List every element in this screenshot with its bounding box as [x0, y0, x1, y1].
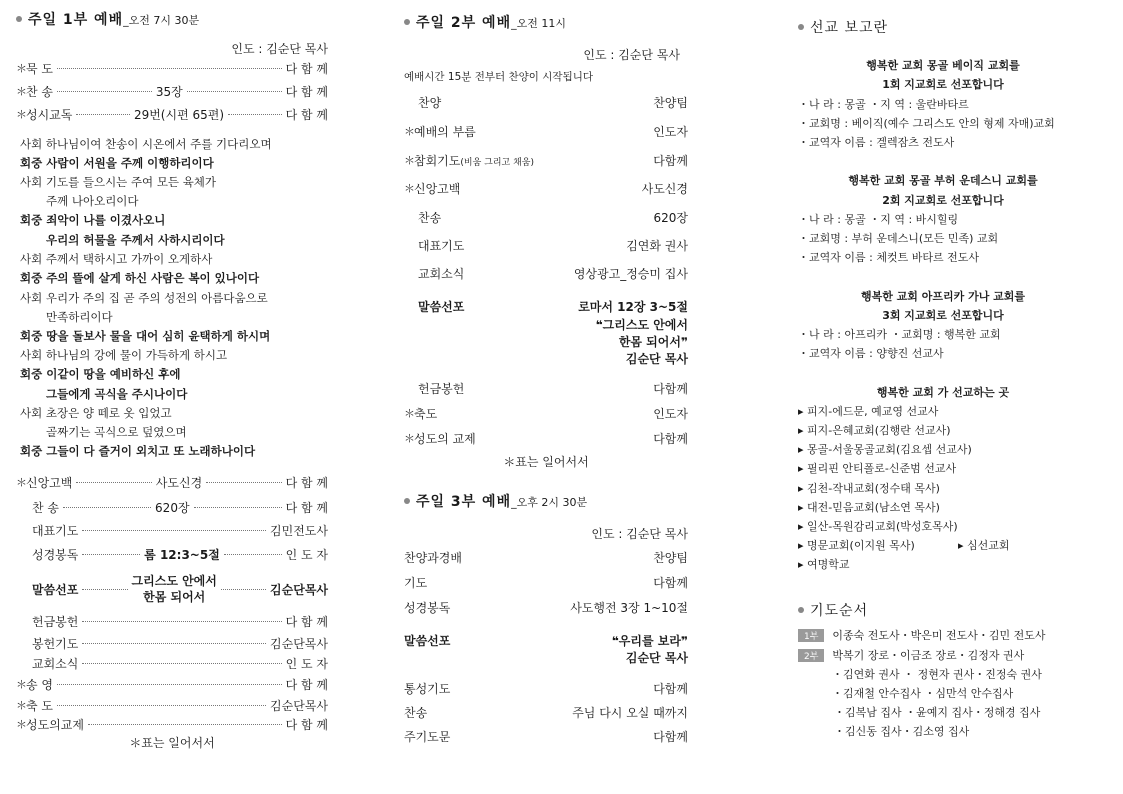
mission-report-title: 행복한 교회 몽골 베이직 교회를 [866, 59, 1020, 72]
mission-report-line: ・나 라 : 몽골 ・지 역 : 바시힐링 [798, 213, 959, 226]
order-label: 축 도 [26, 698, 53, 713]
order-row: ＊ 성시교독 29번(시편 65편) 다 함 께 [16, 107, 328, 122]
responsive-line: 골짜기는 곡식으로 덮였으며 [46, 425, 187, 439]
order-label: 찬 송 [32, 500, 59, 515]
order-row [404, 380, 688, 396]
responsive-line: 회중 주의 뜰에 살게 하신 사람은 복이 있나이다 [20, 271, 260, 285]
sermon-reference: 로마서 12장 3~5절 [578, 299, 688, 314]
mission-report-sub: 2회 지교회로 선포합니다 [882, 194, 1004, 207]
order-label: 말씀선포 [418, 299, 465, 314]
order-row [404, 574, 688, 590]
order-row: ＊ 참회기도(비움 그리고 채움) 다함께 [404, 153, 688, 168]
responsive-line: 우리의 허물을 주께서 사하시리이다 [46, 233, 225, 247]
order-label: 주기도문 [404, 729, 451, 744]
order-row [16, 522, 328, 538]
responsive-line: 회중 죄악이 나를 이겼사오니 [20, 213, 166, 227]
order-row [404, 237, 688, 253]
bullet-icon [16, 16, 22, 22]
service-3-leader: 인도 : 김순단 목사 [591, 527, 688, 541]
sermon-title: ❝그리스도 안에서 [595, 318, 688, 332]
order-row [404, 265, 688, 281]
responsive-line: 사회 우리가 주의 집 곧 주의 성전의 아름다움으로 [20, 291, 268, 305]
mission-report-line: ・교역자 이름 : 양향진 선교사 [798, 347, 944, 360]
order-label: 성경봉독 [404, 600, 451, 615]
order-label: 찬양 [418, 95, 442, 110]
order-label: 송 영 [26, 677, 53, 692]
order-value: 다함께 [653, 729, 688, 744]
service-2-time: _오전 11시 [511, 17, 566, 30]
order-detail: 사도신경 [155, 475, 203, 490]
order-value: 다함께 [653, 381, 688, 396]
order-value: 사도행전 3장 1~10절 [570, 600, 688, 615]
order-label: 대표기도 [32, 523, 79, 538]
sermon-title: 한몸 되어서❞ [618, 335, 688, 349]
order-row [16, 572, 328, 606]
order-value: 주님 다시 오실 때까지 [572, 705, 688, 720]
service-2-leader: 인도 : 김순단 목사 [583, 48, 680, 62]
order-label: 신앙고백 [414, 181, 461, 196]
order-detail: 롬 12:3~5절 [144, 547, 220, 562]
service-1-title: 주일 1부 예배 [28, 12, 124, 28]
order-value: 찬양팀 [653, 95, 688, 110]
mission-report-title: 행복한 교회 몽골 부허 운데스니 교회를 [848, 174, 1038, 187]
standing-note: ＊표는 일어서서 [129, 736, 215, 750]
responsive-line: 회중 사람이 서원을 주께 이행하리이다 [20, 156, 214, 170]
order-value: 인도자 [653, 406, 688, 421]
service-1-header [16, 9, 199, 29]
supported-item: ▸ 명문교회(이지원 목사) [798, 539, 915, 552]
sermon-preacher: 김순단 목사 [625, 352, 688, 366]
order-label: 축도 [414, 406, 438, 421]
supported-item: ▸ 김천-작내교회(정수태 목사) [798, 482, 940, 495]
order-label: 성도의교제 [26, 717, 84, 732]
prayer-line: 1부 이종숙 전도사・박은미 전도사・김민 전도사 [798, 627, 1046, 643]
responsive-line: 주께 나아오리이다 [46, 194, 139, 208]
order-row: ＊ 성도의 교제 다함께 [404, 431, 688, 446]
order-label: 성도의 교제 [414, 431, 476, 446]
mission-report-line: ・나 라 : 아프리카 ・교회명 : 행복한 교회 [798, 328, 1001, 341]
order-value: 김순단목사 [270, 698, 328, 713]
order-detail: 620장 [155, 500, 190, 515]
service-1-time: _오전 7시 30분 [123, 14, 200, 27]
order-label: 성경봉독 [32, 547, 79, 562]
supported-item: ▸ 대전-믿음교회(남소연 목사) [798, 501, 940, 514]
order-label: 통성기도 [404, 681, 451, 696]
responsive-line: 그들에게 곡식을 주시나이다 [46, 387, 188, 401]
order-row [16, 655, 328, 671]
order-value: 다 함 께 [285, 475, 328, 490]
prayer-line: ・김신동 집사・김소영 집사 [834, 725, 970, 738]
service-1-leader: 인도 : 김순단 목사 [231, 42, 328, 56]
sermon-row [404, 632, 688, 648]
mission-report-line: ・교역자 이름 : 겔렉잠츠 전도사 [798, 136, 955, 149]
mission-title: 선교 보고란 [810, 20, 889, 36]
order-row: ＊ 성도의교제 다 함 께 [16, 717, 328, 732]
order-detail: 35장 [155, 84, 183, 99]
mission-report-sub: 3회 지교회로 선포합니다 [882, 309, 1004, 322]
order-row: ＊ 예배의 부름 인도자 [404, 124, 688, 139]
responsive-line: 회중 땅을 돌보사 물을 대어 심히 윤택하게 하시며 [20, 329, 271, 343]
standing-note: ＊표는 일어서서 [503, 455, 589, 469]
sermon-row [404, 298, 688, 314]
order-value: 다 함 께 [285, 84, 328, 99]
order-row [404, 209, 688, 225]
mission-report-title: 행복한 교회 아프리카 가나 교회를 [860, 290, 1026, 303]
order-value: 인도자 [653, 124, 688, 139]
supported-item: ▸ 몽골-서울몽골교회(김요셉 선교사) [798, 443, 972, 456]
responsive-line: 사회 기도를 들으시는 주여 모든 육체가 [20, 175, 217, 189]
sermon-title: ❝우리를 보라❞ [611, 633, 688, 648]
bullet-icon [404, 19, 410, 25]
order-value: 김민전도사 [270, 523, 328, 538]
order-value: 다 함 께 [285, 614, 328, 629]
order-value: 다 함 께 [285, 61, 328, 76]
order-row [404, 549, 688, 565]
order-value: 인 도 자 [285, 656, 328, 671]
prayer-badge: 2부 [798, 649, 824, 662]
responsive-line: 사회 초장은 양 떼로 옷 입었고 [20, 406, 172, 420]
prayer-line: ・김재철 안수집사 ・심만석 안수집사 [832, 687, 1014, 700]
supported-item: ▸ 일산-목원감리교회(박성호목사) [798, 520, 958, 533]
order-label: 찬 송 [26, 84, 53, 99]
order-label: 봉헌기도 [32, 636, 79, 651]
prayer-line: ・김복남 집사 ・윤예지 집사・정해경 집사 [834, 706, 1041, 719]
order-label: 찬송 [404, 705, 428, 720]
mission-report-line: ・나 라 : 몽골 ・지 역 : 울란바타르 [798, 98, 969, 111]
service-2-title: 주일 2부 예배 [416, 15, 512, 31]
order-label: 찬송 [418, 210, 442, 225]
supported-item: ▸ 필리핀 안티폴로-신준범 선교사 [798, 462, 957, 475]
supported-item: ▸ 여명학교 [798, 558, 850, 571]
order-row: ＊ 묵 도 다 함 께 [16, 61, 328, 76]
order-row: ＊ 신앙고백 사도신경 다 함 께 [16, 475, 328, 490]
order-value: 김연화 권사 [626, 238, 688, 253]
order-label: 헌금봉헌 [418, 381, 465, 396]
order-detail: 29번(시편 65편) [133, 107, 225, 122]
order-value: 김순단목사 [270, 636, 328, 651]
prayer-header [798, 600, 868, 620]
order-value: 인 도 자 [285, 547, 328, 562]
service-3-title: 주일 3부 예배 [416, 494, 512, 510]
order-label: 헌금봉헌 [32, 614, 79, 629]
order-value: 김순단목사 [270, 582, 329, 597]
sermon-title: 그리스도 안에서 한몸 되어서 [131, 574, 217, 604]
order-row [16, 546, 328, 562]
service-3-header [404, 491, 587, 511]
order-value: 다함께 [653, 431, 688, 446]
mission-report-line: ・교회명 : 부허 운데스니(모든 민족) 교회 [798, 232, 999, 245]
order-row [16, 499, 328, 515]
responsive-line: 사회 주께서 택하시고 가까이 오게하사 [20, 252, 213, 266]
order-row [16, 613, 328, 629]
supported-title: 행복한 교회 가 선교하는 곳 [876, 386, 1010, 399]
order-row [404, 599, 688, 615]
order-row [404, 680, 688, 696]
order-value: 다 함 께 [285, 717, 328, 732]
order-row [16, 635, 328, 651]
order-value: 영상광고_정승미 집사 [573, 266, 688, 281]
order-value: 다함께 [653, 681, 688, 696]
mission-report-sub: 1회 지교회로 선포합니다 [882, 78, 1004, 91]
responsive-line: 사회 하나님이여 찬송이 시온에서 주를 기다리오며 [20, 137, 272, 151]
supported-item: ▸ 심선교회 [958, 539, 1010, 552]
supported-item: ▸ 피지-에드문, 예교영 선교사 [798, 405, 939, 418]
service-3-time: _오후 2시 30분 [511, 496, 588, 509]
responsive-line: 회중 그들이 다 즐거이 외치고 또 노래하나이다 [20, 444, 256, 458]
order-row: ＊ 신앙고백 사도신경 [404, 181, 688, 196]
order-row: ＊ 축 도 김순단목사 [16, 698, 328, 713]
mission-header [798, 17, 888, 37]
order-label: 말씀선포 [32, 582, 79, 597]
sermon-preacher: 김순단 목사 [625, 651, 688, 665]
order-value: 다 함 께 [285, 107, 328, 122]
order-label: 찬양과경배 [404, 550, 462, 565]
mission-report-line: ・교역자 이름 : 체컷트 바타르 전도사 [798, 251, 979, 264]
service-2-header [404, 12, 566, 32]
order-value: 찬양팀 [653, 550, 688, 565]
order-value: 다함께 [653, 575, 688, 590]
order-row [404, 728, 688, 744]
order-value: 620장 [653, 210, 688, 225]
order-label: 말씀선포 [404, 633, 451, 648]
order-label: 대표기도 [418, 238, 465, 253]
supported-item: ▸ 피지-은혜교회(김행란 선교사) [798, 424, 951, 437]
order-label: 교회소식 [32, 656, 79, 671]
order-row [404, 94, 688, 110]
prayer-title: 기도순서 [810, 603, 869, 619]
order-value: 다 함 께 [285, 677, 328, 692]
order-value: 다함께 [653, 153, 688, 168]
order-label: 교회소식 [418, 266, 465, 281]
service-2-intro: 예배시간 15분 전부터 찬양이 시작됩니다 [404, 71, 593, 83]
bullet-icon [404, 498, 410, 504]
order-value: 다 함 께 [285, 500, 328, 515]
responsive-line: 회중 이같이 땅을 예비하신 후에 [20, 367, 181, 381]
order-label: 참회기도(비움 그리고 채움) [414, 153, 534, 168]
order-row: ＊ 송 영 다 함 께 [16, 677, 328, 692]
prayer-badge: 1부 [798, 629, 824, 642]
prayer-line: ・김연화 권사 ・ 정현자 권사・진정숙 권사 [832, 668, 1042, 681]
order-value: 사도신경 [641, 181, 688, 196]
bullet-icon [798, 24, 804, 30]
order-row: ＊ 축도 인도자 [404, 406, 688, 421]
order-row: ＊ 찬 송 35장 다 함 께 [16, 84, 328, 99]
order-label: 예배의 부름 [414, 124, 476, 139]
order-label: 묵 도 [26, 61, 53, 76]
order-label: 기도 [404, 575, 428, 590]
bullet-icon [798, 607, 804, 613]
order-row [404, 704, 688, 720]
order-label: 신앙고백 [26, 475, 73, 490]
responsive-line: 만족하리이다 [46, 310, 113, 324]
responsive-line: 사회 하나님의 강에 물이 가득하게 하시고 [20, 348, 228, 362]
order-label: 성시교독 [26, 107, 73, 122]
mission-report-line: ・교회명 : 베이직(예수 그리스도 안의 형제 자매)교회 [798, 117, 1055, 130]
prayer-line: 2부 박복기 장로・이금조 장로・김정자 권사 [798, 647, 1024, 663]
